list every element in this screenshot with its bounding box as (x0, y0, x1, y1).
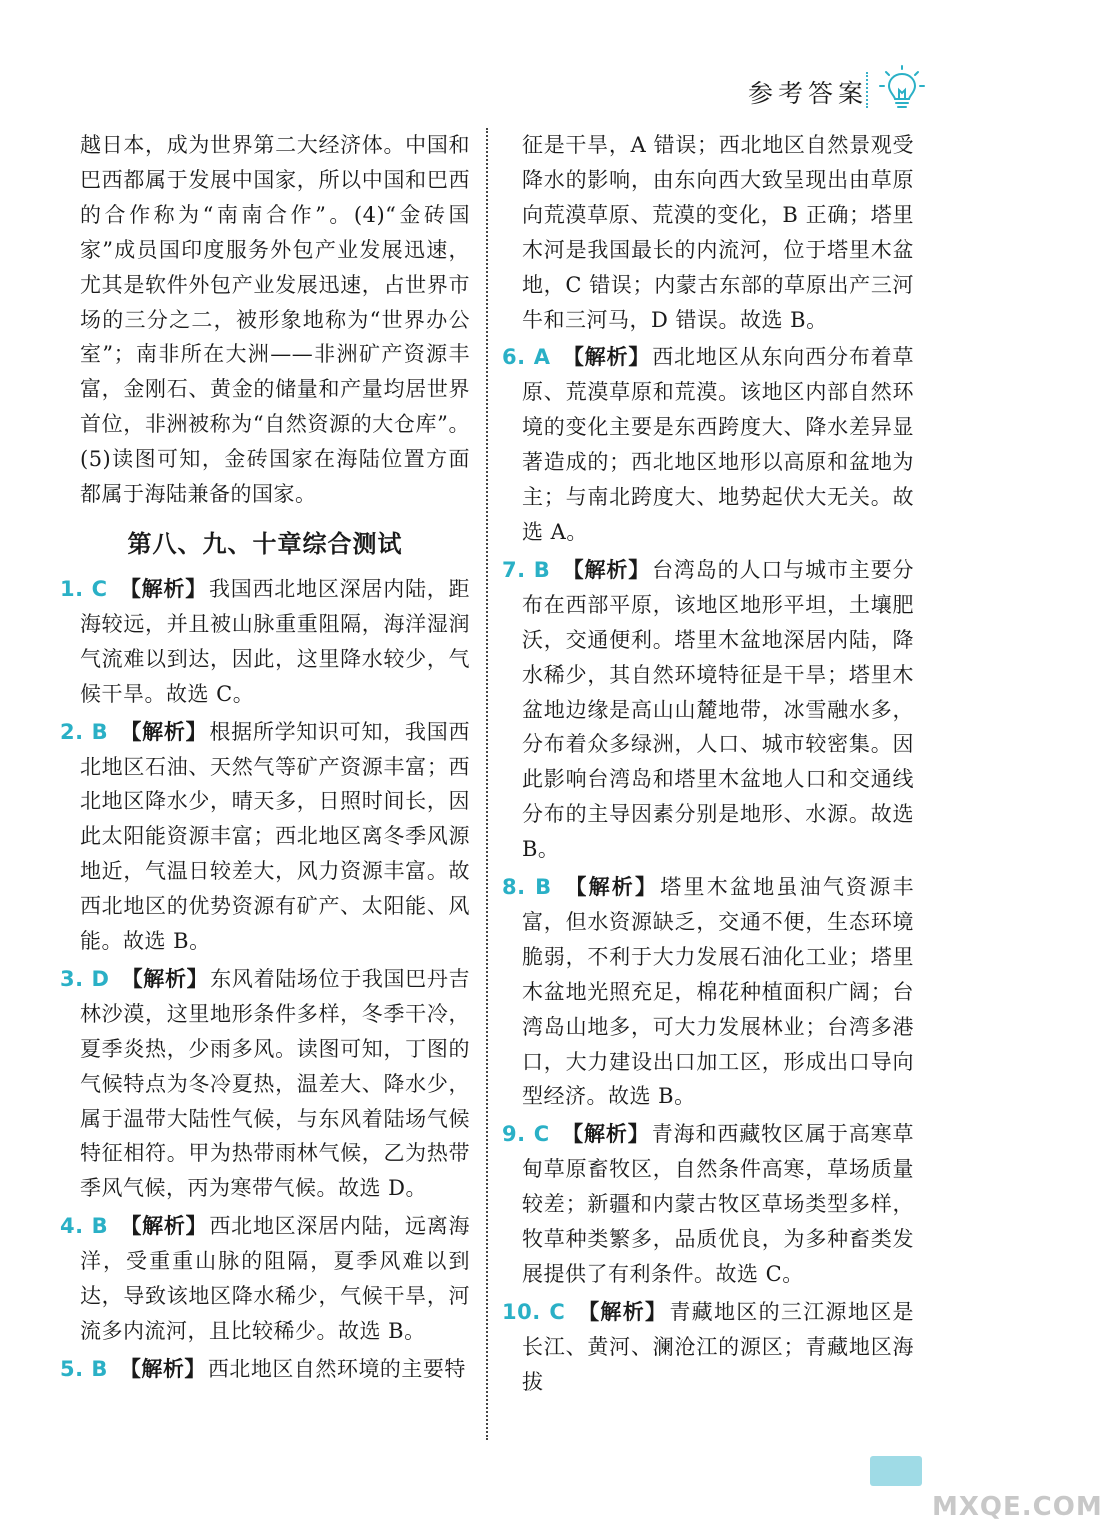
answer-number: 6. A (502, 345, 551, 370)
answer-item (502, 340, 914, 549)
right-column (502, 128, 914, 1400)
analysis-tag: 【解析】 (577, 1298, 668, 1324)
analysis-tag: 【解析】 (121, 965, 209, 991)
answer-number: 2. B (60, 719, 109, 744)
answer-text: 西北地区从东向西分布着草原、荒漠草原和荒漠。该地区内部自然环境的变化主要是东西跨度大、降水差异显著造成的；西北地区地形以高原和盆地为主；与南北跨度大、地势起伏大无关。故选 A。 (522, 345, 914, 544)
answer-number: 7. B (502, 557, 551, 582)
column-divider (486, 128, 488, 1440)
answer-item (60, 572, 470, 712)
analysis-tag: 【解析】 (563, 874, 659, 900)
continuation-text: 征是干旱，A 错误；西北地区自然景观受降水的影响，由东向西大致呈现出由草原向荒漠草原、荒漠的变化，B 正确；塔里木河是我国最长的内流河，位于塔里木盆地，C 错误；内蒙古东部的草原出产三河牛和三河马，D 错误。故选 B。 (522, 133, 914, 332)
watermark-text: MXQE.COM (932, 1492, 1103, 1522)
lightbulb-icon (876, 64, 928, 112)
answer-item (502, 1117, 914, 1292)
answer-item (60, 715, 470, 959)
analysis-tag: 【解析】 (562, 556, 651, 582)
answer-number: 8. B (502, 875, 552, 900)
watermark (846, 1450, 1103, 1536)
answer-item (502, 553, 914, 867)
continuation-text: 越日本，成为世界第二大经济体。中国和巴西都属于发展中国家，所以中国和巴西的合作称为“南南合作”。(4)“金砖国家”成员国印度服务外包产业发展迅速，尤其是软件外包产业发展迅速，占世界市场的三分之二，被形象地称为“世界办公室”；南非所在大洲——非洲矿产资源丰富，金刚石、黄金的储量和产量均居世界首位，非洲被称为“自然资源的大仓库”。(5)读图可知，金砖国家在海陆位置方面都属于海陆兼备的国家。 (80, 133, 470, 507)
answer-text: 青藏地区的三江源地区是长江、黄河、澜沧江的源区；青藏地区海拔 (522, 1299, 915, 1394)
header-title: 参考答案 (748, 79, 869, 108)
answer-item (502, 1295, 914, 1400)
answer-number: 10. C (502, 1299, 566, 1324)
answer-text: 东风着陆场位于我国巴丹吉林沙漠，这里地形条件多样，冬季干冷，夏季炎热，少雨多风。读图可知，丁图的气候特点为冬冷夏热，温差大、降水少，属于温带大陆性气候，与东风着陆场气候特征相符。甲为热带雨林气候，乙为热带季风气候，丙为寒带气候。故选 D。 (80, 966, 470, 1201)
answer-text: 西北地区自然环境的主要特 (207, 1356, 466, 1381)
answer-item (60, 1209, 470, 1349)
answer-item (60, 1352, 470, 1387)
left-column (60, 128, 470, 1387)
answer-number: 5. B (60, 1356, 108, 1381)
answer-text: 我国西北地区深居内陆，距海较远，并且被山脉重重阻隔，海洋湿润气流难以到达，因此，这里降水较少，气候干旱。故选 C。 (80, 576, 471, 706)
answer-item (60, 962, 470, 1206)
analysis-tag: 【解析】 (119, 1355, 206, 1381)
page-header (0, 60, 1034, 120)
header-divider (866, 72, 868, 108)
answer-text: 西北地区深居内陆，远离海洋，受重重山脉的阻隔，夏季风难以到达，导致该地区降水稀少，气候干旱，河流多内流河，且比较稀少。故选 B。 (80, 1214, 470, 1343)
analysis-tag: 【解析】 (120, 718, 208, 744)
answer-text: 台湾岛的人口与城市主要分布在西部平原，该地区地形平坦，土壤肥沃，交通便利。塔里木盆地深居内陆，降水稀少，其自然环境特征是干旱；塔里木盆地边缘是高山山麓地带，冰雪融水多，分布着众多绿洲，人口、城市较密集。因此影响台湾岛和塔里木盆地人口和交通线分布的主导因素分别是地形、水源。故选 B。 (522, 557, 914, 862)
answer-text: 根据所学知识可知，我国西北地区石油、天然气等矿产资源丰富；西北地区降水少，晴天多，日照时间长，因此太阳能资源丰富；西北地区离冬季风源地近，气温日较差大，风力资源丰富。故西北地区的优势资源有矿产、太阳能、风能。故选 B。 (80, 719, 470, 954)
answer-item (502, 870, 914, 1114)
analysis-tag: 【解析】 (119, 575, 207, 601)
analysis-tag: 【解析】 (562, 344, 651, 370)
page-number-badge (870, 1456, 922, 1486)
analysis-tag: 【解析】 (561, 1121, 650, 1147)
answer-number: 3. D (60, 966, 110, 991)
answer-number: 4. B (60, 1214, 109, 1239)
section-title: 第八、九、十章综合测试 (127, 529, 403, 558)
answer-text: 塔里木盆地虽油气资源丰富，但水资源缺乏，交通不便，生态环境脆弱，不利于大力发展石油化工业；塔里木盆地光照充足，棉花种植面积广阔；台湾岛山地多，可大力发展林业；台湾多港口，大力建设出口加工区，形成出口导向型经济。故选 B。 (522, 875, 915, 1109)
answer-text: 青海和西藏牧区属于高寒草甸草原畜牧区，自然条件高寒，草场质量较差；新疆和内蒙古牧区草场类型多样，牧草种类繁多，品质优良，为多种畜类发展提供了有利条件。故选 C。 (522, 1122, 915, 1286)
analysis-tag: 【解析】 (120, 1213, 208, 1239)
answer-number: 9. C (502, 1122, 550, 1147)
answer-number: 1. C (60, 576, 108, 601)
